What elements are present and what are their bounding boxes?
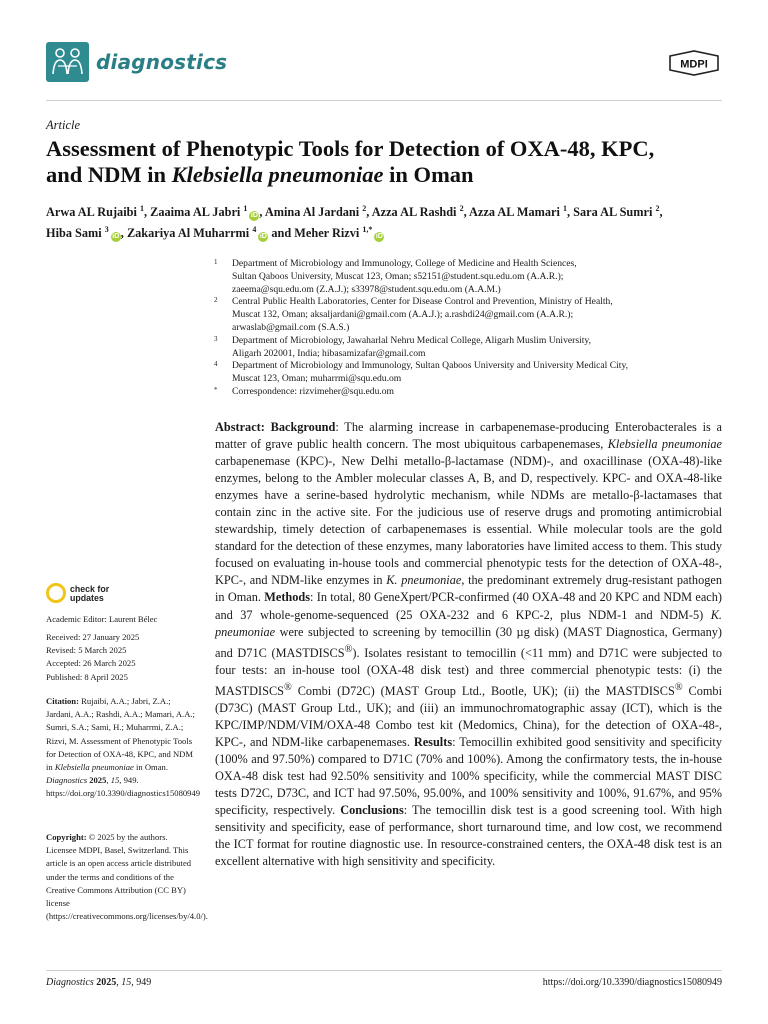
orcid-icon[interactable]: iD <box>259 233 267 241</box>
affiliation-number: 1 <box>214 258 218 266</box>
abstract-text: : The temocillin disk test is a good screening tool. With high sensitivity and specificity, ease of performance, short turnaround time, and low cost, we recommend the ICT format for routine diagnostic use. In resource-constrained centers, the OXA-48 disk test is an excellent alternative with high sensitivity and specificity. <box>215 803 723 869</box>
title-part-4: in Oman <box>383 162 474 187</box>
footer-year: 2025 <box>96 977 117 988</box>
author[interactable]: Hiba Sami <box>46 226 102 241</box>
accepted-date: Accepted: 26 March 2025 <box>46 658 136 669</box>
footer-journal: Diagnostics <box>46 977 94 988</box>
title-organism: Klebsiella pneumoniae <box>171 162 384 187</box>
author-affil-sup: 1 <box>562 204 567 213</box>
mdpi-logo[interactable] <box>667 50 721 76</box>
journal-name[interactable]: diagnostics <box>96 50 228 74</box>
orcid-icon[interactable]: iD <box>112 233 120 241</box>
citation-doi-link[interactable]: , 949. https://doi.org/10.3390/diagnostics15080949 <box>46 775 201 799</box>
affiliation-line: zaeema@squ.edu.om (Z.A.J.); s33978@student.squ.edu.om (A.A.M.) <box>232 283 501 295</box>
mdpi-logo-icon <box>667 50 721 76</box>
affiliation-line: Aligarh 202001, India; hibasamizafar@gmail.com <box>232 347 426 359</box>
author[interactable]: Zakariya Al Muharrmi <box>126 226 250 241</box>
citation-volume: 15 <box>110 775 120 786</box>
author-affil-sup: 1 <box>139 204 144 213</box>
author[interactable]: Amina Al Jardani <box>264 205 360 220</box>
author-affil-sup: 4 <box>252 225 257 235</box>
journal-logo <box>46 42 89 82</box>
registered-mark: ® <box>284 681 292 693</box>
citation-text: Rujaibi, A.A.; Jabri, Z.A.; Jardani, A.A.; Rashdi, A.A.; Mamari, A.A.; Sumri, S.A.; Sami, H.; Muharrmi, Z.A.; Rizvi, M. Assessment of Phenotypic Tools for Detection of OXA-48, KPC, and NDM in <box>46 696 195 773</box>
header-divider <box>46 100 722 101</box>
abstract <box>215 419 722 870</box>
affiliation-line: Department of Microbiology and Immunology, College of Medicine and Health Sciences, <box>232 258 577 269</box>
title-line-1: Assessment of Phenotypic Tools for Detection of OXA-48, KPC, <box>46 136 655 161</box>
abstract-text: : In total, 80 GeneXpert/PCR-confirmed (40 OXA-48 and 20 KPC and NDM each) and 37 whole-genome-sequenced (25 OXA-232 and 6 KPC-2, plus NDM-1 and NDM-5) <box>215 590 722 622</box>
copyright-label: Copyright: <box>46 832 87 842</box>
author[interactable]: Azza AL Rashdi <box>371 205 457 220</box>
check-updates-line: check for <box>70 584 110 594</box>
copyright-block <box>46 831 208 923</box>
affiliation-number: 2 <box>214 296 218 305</box>
footer-volume: 15 <box>121 977 132 988</box>
abstract-text: : Temocillin exhibited good sensitivity and specificity (100% and 97.50%) compared to D71C (70% and 100%). Among the confirmatory tests, the in-house OXA-48 disk test had 92.50% sensitivity and 100% specificity, while the commercial MAST DISC tests D72C, D73C, and ICT had 97.50%, 95.00%, and 100% sensitivity and 100%, 91.67%, and 95% specificity, respectively. <box>215 735 722 818</box>
background-label: Background <box>270 420 336 434</box>
citation-label: Citation: <box>46 696 79 706</box>
citation-text: , <box>106 775 111 786</box>
affiliation-line: Sultan Qaboos University, Muscat 123, Oman; s52151@student.squ.edu.om (A.A.R.); <box>232 270 564 282</box>
registered-mark: ® <box>674 681 683 693</box>
citation-year: 2025 <box>87 775 107 786</box>
check-updates-label <box>70 585 109 603</box>
author-affil-sup: 2 <box>459 204 464 213</box>
check-updates-icon <box>46 583 66 603</box>
footer-divider <box>46 970 722 971</box>
citation-block <box>46 695 201 801</box>
abstract-label: Abstract: <box>215 420 265 434</box>
organism-name: Klebsiella pneumoniae <box>607 437 722 452</box>
revised-date: Revised: 5 March 2025 <box>46 645 127 656</box>
check-for-updates-button[interactable] <box>46 583 146 605</box>
copyright-text: © 2025 by the authors. Licensee MDPI, Basel, Switzerland. This article is an open access article distributed under the terms and conditions of the Creative Commons Attribution (CC BY) license (https://creativecommons.org/licenses/by/4.0/). <box>46 832 208 922</box>
affiliation-line: Muscat 123, Oman; muharrmi@squ.edu.om <box>232 373 402 385</box>
title-part-2: and NDM in <box>46 162 172 187</box>
author-list: Arwa AL Rujaibi $^1$, Zaaima AL Jabri $^1$iD , Amina Al Jardani $^2$, Azza AL Rashdi $^2$, Azza AL Mamari $^1$, Sara AL Sumri $^2$, Hiba Sami $^3$iD , Zakariya Al Muharrmi $^4$iD and Meher Rizvi $^{1,*}$iD <box>46 204 663 241</box>
organism-name: K. pneumoniae <box>215 607 722 639</box>
author[interactable]: Zaaima AL Jabri <box>150 205 241 220</box>
author-affil-sup: 3 <box>104 225 109 235</box>
author[interactable]: Sara AL Sumri <box>573 205 653 220</box>
abstract-text: , the predominant extremely drug-resistant pathogen in Oman. <box>215 573 722 605</box>
affiliation-item <box>210 335 730 361</box>
orcid-icon[interactable]: iD <box>375 233 383 241</box>
methods-label: Methods <box>264 590 311 605</box>
affiliation-item <box>210 386 730 399</box>
affiliation-item <box>210 360 730 386</box>
abstract-text: Combi (D72C) (MAST Group Ltd., Bootle, UK); (ii) the MASTDISCS <box>291 683 675 698</box>
correspondence-line: Correspondence: rizvimeher@squ.edu.om <box>232 385 395 397</box>
affiliation-item <box>210 296 730 334</box>
registered-mark: ® <box>344 643 353 655</box>
orcid-icon[interactable]: iD <box>250 212 258 220</box>
author[interactable]: Azza AL Mamari <box>469 205 560 220</box>
conclusions-label: Conclusions <box>340 803 404 818</box>
published-date: Published: 8 April 2025 <box>46 671 128 682</box>
abstract-text: carbapenemase (KPC)-, New Delhi metallo-β-lactamase (NDM)-, and oxacillinase (OXA-48)-like enzymes, belong to the Ambler molecular classes A, B, and D, respectively. KPC- and OXA-48-like enzymes have a serine-based hydrolytic mechanism, while NDMs are metallo-β-lactamases that contain zinc in the active site. For the judicious use of reserve drugs and promoting antimicrobial stewardship, timely detection of carbapenemases is essential. While molecular tools are the gold standard for the detection of these enzymes, many laboratories have limited access to them. This study focused on evaluating in-house tools and commercial phenotypic tests for the detection of OXA-48-, KPC-, and NDM-like enzymes in <box>215 454 722 588</box>
organism-name: K. pneumoniae <box>386 573 462 588</box>
citation-text: in Oman. <box>133 762 168 773</box>
affiliation-number: * <box>214 385 218 394</box>
abstract-text: Combi (D73C) (MAST Group Ltd., UK); and (iii) an immunochromatographic assay (ICT), which is the KPC/IMP/NDM/VIM/OXA-48 Combo test kit (Medomics, China), for the detection of OXA-48-, KPC-, and NDM-like carbapenemases. <box>215 683 722 750</box>
publisher-name: MDPI <box>680 58 708 71</box>
affiliation-item <box>210 258 730 296</box>
footer-doi-link[interactable]: https://doi.org/10.3390/diagnostics15080949 <box>542 977 722 988</box>
dates-block <box>46 631 196 684</box>
received-date: Received: 27 January 2025 <box>46 632 140 642</box>
affiliation-line: Department of Microbiology, Jawaharlal Nehru Medical College, Aligarh Muslim University, <box>232 334 591 346</box>
affiliation-line: Department of Microbiology and Immunology, Sultan Qaboos University and University Medical City, <box>232 360 629 372</box>
results-label: Results <box>413 735 453 750</box>
affiliation-line: Muscat 132, Oman; aksaljardani@gmail.com (A.A.J.); a.rashdi24@gmail.com (A.A.R.); <box>232 309 574 321</box>
affiliation-number: 3 <box>214 334 218 343</box>
footer-citation: Diagnostics 2025, 15, 949 <box>46 977 152 988</box>
author-affil-sup: 2 <box>655 204 660 213</box>
author-affil-sup: 1,* <box>362 225 373 235</box>
affiliation-line: Central Public Health Laboratories, Center for Disease Control and Prevention, Ministry of Health, <box>232 296 613 308</box>
citation-organism: Klebsiella pneumoniae <box>54 762 134 773</box>
affiliation-number: 4 <box>214 360 218 369</box>
author[interactable]: Arwa AL Rujaibi <box>46 205 137 220</box>
academic-editor: Academic Editor: Laurent Bélec <box>46 614 158 624</box>
author-affil-sup: 1 <box>243 204 248 213</box>
abstract-text: ). Isolates resistant to temocillin (<11 mm) and D71C were subjected to four tests: an in-house tool (OXA-48 disk test) and three commercial phenotypic tests: (i) the MASTDISCS <box>215 645 722 698</box>
people-icon <box>46 42 89 82</box>
affiliations <box>210 258 730 399</box>
citation-journal: Diagnostics <box>46 775 88 786</box>
check-updates-line: updates <box>70 593 104 603</box>
footer-page: 949 <box>136 977 152 988</box>
page-title <box>46 136 736 188</box>
abstract-text: were subjected to screening by temocillin (30 µg disk) (MAST Diagnostica, Germany) and D71C (MASTDISCS <box>215 624 722 660</box>
author-affil-sup: 2 <box>362 204 367 213</box>
article-type: Article <box>46 118 81 132</box>
abstract-text: : The alarming increase in carbapenemase-producing Enterobacterales is a matter of grave public health concern. The most ubiquitous carbapenemases, <box>215 420 723 452</box>
author[interactable]: Meher Rizvi <box>294 226 360 241</box>
affiliation-line: arwaslab@gmail.com (S.A.S.) <box>232 321 350 333</box>
